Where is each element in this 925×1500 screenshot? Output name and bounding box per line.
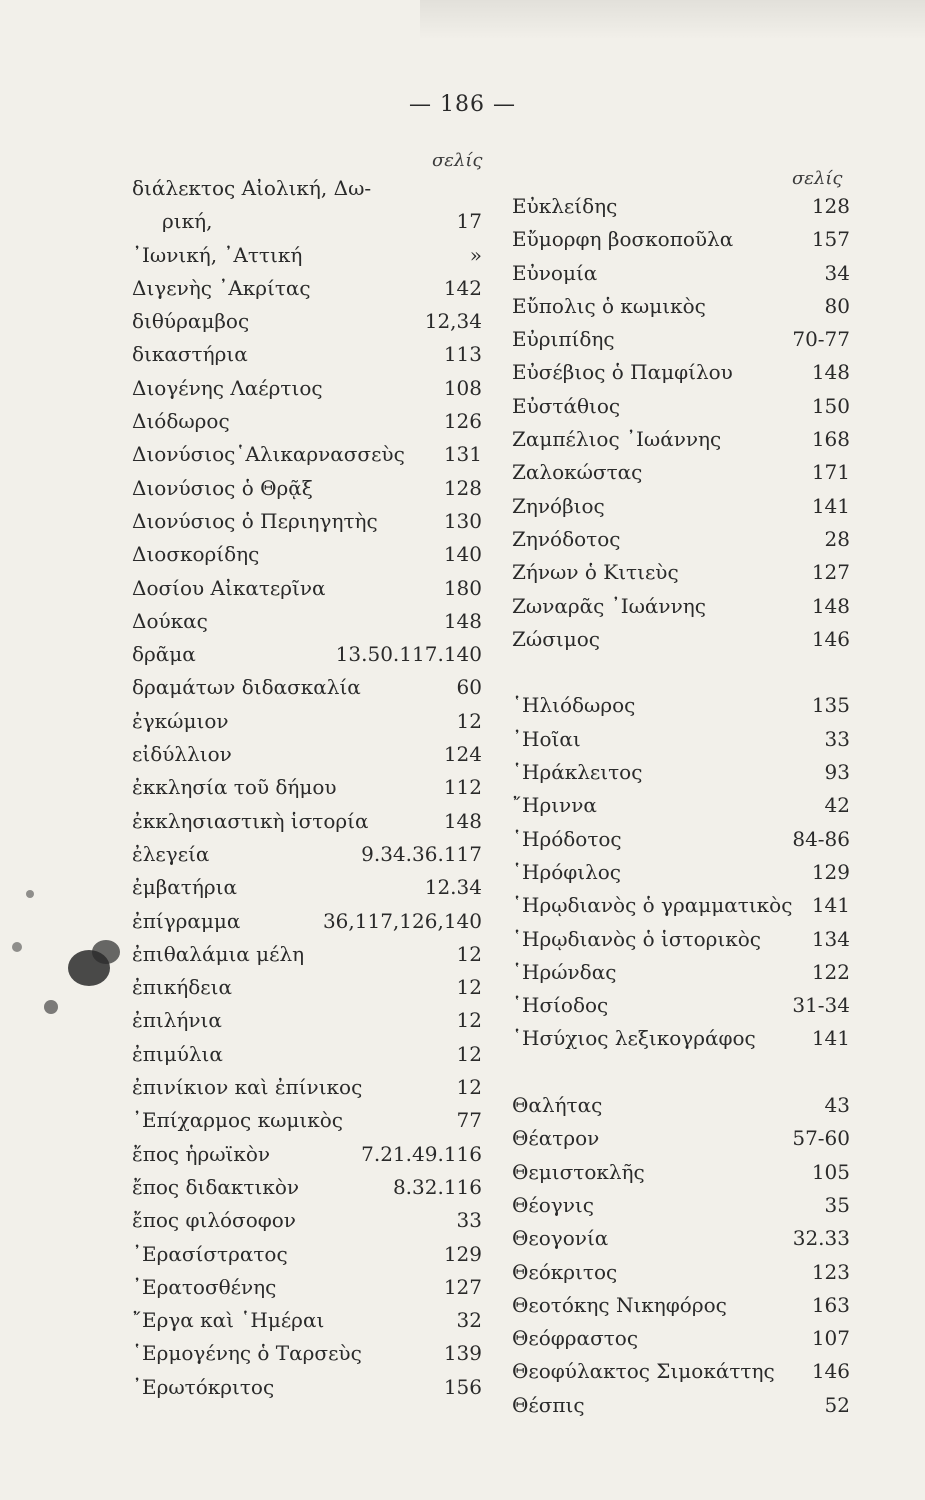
entry-name: Ζωναρᾶς ᾿Ιωάννης [512,593,706,618]
entry-pages: 131 [443,442,482,467]
index-entry [132,1304,482,1337]
entry-name: Εὐκλείδης [512,194,618,218]
entry-name: Ζήνων ὁ Κιτιεὺς [512,560,679,585]
index-entry [132,372,482,405]
index-entry [512,523,850,556]
entry-name: Δοσίου Αἰκατερῖνα [132,575,326,600]
entry-name: εἰδύλλιον [132,742,232,767]
entry-name: ῎Εργα καὶ ῾Ημέραι [132,1308,325,1333]
entry-name: Εὐριπίδης [512,327,615,352]
entry-pages: 129 [811,859,850,884]
index-entry [512,923,850,956]
index-entry [132,638,482,671]
entry-pages: 12 [456,941,482,966]
index-entry [132,1238,482,1271]
index-entry [512,490,850,523]
entry-name: Διοσκορίδης [132,542,260,567]
entry-name: Διγενὴς ᾿Ακρίτας [132,275,311,300]
entry-pages: 127 [443,1274,482,1299]
entry-pages: » [469,242,482,267]
entry-pages: 13.50.117.140 [335,642,482,667]
entry-pages: 112 [443,775,482,800]
index-entry [132,1071,482,1104]
ink-stain [44,1000,58,1014]
index-entry [512,1189,850,1222]
index-entry [512,1022,850,1055]
entry-pages: 146 [811,626,850,651]
left-index-column [132,172,482,1404]
paper-shading [420,0,925,40]
entry-pages: 130 [443,508,482,533]
entry-name: Θεογονία [512,1226,609,1251]
index-entry [132,1337,482,1370]
index-entry [132,1138,482,1171]
entry-name: διθύραμβος [132,309,250,334]
entry-pages: 28 [824,526,850,551]
index-entry [512,1156,850,1189]
entry-name: ῎Ηριννα [512,793,597,818]
entry-name: ἐπιθαλάμια μέλη [132,941,305,966]
entry-name: ῾Ηρόφιλος [512,859,622,884]
entry-pages: 31-34 [792,993,850,1018]
entry-pages: 60 [456,675,482,700]
entry-name: ῾Ηλιόδωρος [512,693,636,718]
entry-pages: 32.33 [792,1226,850,1251]
entry-pages: 135 [811,693,850,718]
entry-pages: 142 [443,275,482,300]
entry-name: Εὐσέβιος ὁ Παμφίλου [512,360,733,385]
index-entry [512,723,850,756]
entry-name: Θεόκριτος [512,1259,618,1284]
entry-pages: 8.32.116 [392,1174,482,1199]
entry-pages: 32 [456,1308,482,1333]
entry-pages: 113 [443,342,482,367]
index-entry [512,889,850,922]
index-entry [132,1104,482,1137]
index-entry [132,172,482,205]
entry-name: Διογένης Λαέρτιος [132,375,323,400]
index-entry [512,290,850,323]
index-entry [512,590,850,623]
entry-name: Θεοφύλακτος Σιμοκάττης [512,1359,775,1384]
entry-name: ἐκκλησία τοῦ δήμου [132,775,337,800]
index-entry [512,1256,850,1289]
entry-pages: 171 [811,460,850,485]
entry-pages: 77 [456,1108,482,1133]
entry-pages: 168 [811,427,850,452]
entry-name: Θεοτόκης Νικηφόρος [512,1292,727,1317]
index-entry [512,789,850,822]
index-entry [132,805,482,838]
entry-pages: 107 [811,1326,850,1351]
entry-pages: 93 [824,760,850,785]
entry-name: ᾿Επίχαρμος κωμικὸς [132,1108,343,1133]
ink-stain [92,940,120,964]
index-entry [512,989,850,1022]
entry-pages: 148 [811,360,850,385]
entry-pages: 123 [811,1259,850,1284]
entry-pages: 129 [443,1241,482,1266]
index-entry [512,223,850,256]
index-entry [132,1004,482,1037]
index-entry [132,505,482,538]
entry-name: δραμάτων διδασκαλία [132,675,361,700]
entry-pages: 12 [456,1041,482,1066]
entry-name: Διονύσιος ὁ Θρᾷξ [132,475,313,500]
entry-pages: 12,34 [424,309,482,334]
entry-pages: 141 [811,1026,850,1051]
entry-pages: 148 [811,593,850,618]
left-column-header: σελίς [432,150,483,171]
entry-name: Εὐστάθιος [512,393,621,418]
index-entry [132,771,482,804]
entry-name: ῾Ηρώνδας [512,959,617,984]
entry-pages: 70-77 [792,327,850,352]
entry-pages: 157 [811,227,850,252]
index-entry [512,956,850,989]
entry-name: ἐπιλήνια [132,1008,222,1033]
entry-pages: 33 [456,1208,482,1233]
index-entry [132,1371,482,1404]
index-entry [512,423,850,456]
index-entry [512,756,850,789]
entry-name: Θεμιστοκλῆς [512,1159,645,1184]
entry-name: Θέατρον [512,1126,600,1151]
entry-pages: 150 [811,393,850,418]
entry-name: Εὔμορφη βοσκοποῦλα [512,227,734,252]
index-entry [132,938,482,971]
entry-name: δρᾶμα [132,642,196,667]
entry-pages: 127 [811,560,850,585]
entry-pages: 148 [443,808,482,833]
index-entry [512,556,850,589]
index-entry [512,1355,850,1388]
entry-pages: 180 [443,575,482,600]
entry-name: Διονύσιος῾Αλικαρνασσεὺς [132,442,405,467]
index-entry [132,1038,482,1071]
entry-name: ᾿Ηοῖαι [512,726,581,751]
entry-name: ῾Ησύχιος λεξικογράφος [512,1026,756,1051]
entry-name: ᾿Ερασίστρατος [132,1241,288,1266]
entry-name: ἐπινίκιον καὶ ἐπίνικος [132,1075,363,1100]
entry-name: Ζηνόβιος [512,493,605,518]
entry-pages: 126 [443,409,482,434]
index-entry [132,971,482,1004]
entry-pages: 36,117,126,140 [322,908,482,933]
index-entry [132,272,482,305]
index-entry [512,856,850,889]
entry-pages: 124 [443,742,482,767]
entry-pages: 12 [456,708,482,733]
entry-name: ῾Ηράκλειτος [512,760,643,785]
entry-pages: 35 [824,1192,850,1217]
entry-name: ᾿Ιωνική, ᾿Αττική [132,242,303,267]
index-entry [512,390,850,423]
entry-name: ἐλεγεία [132,841,210,866]
entry-name: ἐμβατήρια [132,875,237,900]
index-entry [132,838,482,871]
index-entry [512,1389,850,1422]
entry-pages: 12 [456,1075,482,1100]
entry-pages: 52 [824,1392,850,1417]
index-entry [512,1289,850,1322]
entry-name: ἐπικήδεια [132,975,232,1000]
ink-stain [12,942,22,952]
index-entry [512,190,850,223]
entry-pages: 43 [824,1093,850,1118]
entry-pages: 163 [811,1292,850,1317]
entry-name: Θαλήτας [512,1093,603,1118]
section-gap [512,1056,850,1089]
entry-name: Ζηνόδοτος [512,526,621,551]
entry-name: δικαστήρια [132,342,248,367]
index-entry [132,871,482,904]
index-entry [132,905,482,938]
index-entry [132,1204,482,1237]
entry-name: ἐπίγραμμα [132,908,241,933]
entry-name: Ζαμπέλιος ᾿Ιωάννης [512,427,722,452]
entry-name: ρική, [162,209,213,234]
entry-pages: 12.34 [424,875,482,900]
entry-pages: 57-60 [792,1126,850,1151]
entry-pages: 34 [824,260,850,285]
entry-name: Θεόφραστος [512,1326,639,1351]
entry-name: ἔπος φιλόσοφον [132,1208,296,1233]
index-entry [512,323,850,356]
entry-pages: 17 [456,209,482,234]
index-entry [132,405,482,438]
entry-name: ῾Ησίοδος [512,993,609,1018]
entry-pages: 105 [811,1159,850,1184]
entry-pages: 7.21.49.116 [361,1141,482,1166]
entry-name: Διόδωρος [132,409,230,434]
entry-name: ῾Ηρόδοτος [512,826,622,851]
entry-pages: 33 [824,726,850,751]
entry-pages: 9.34.36.117 [361,841,482,866]
entry-pages: 122 [811,959,850,984]
index-entry [132,605,482,638]
entry-name: ἔπος ἡρωϊκὸν [132,1141,271,1166]
entry-name: ἐκκλησιαστικὴ ἱστορία [132,808,369,833]
entry-pages: 148 [443,608,482,633]
ink-stain [26,890,34,898]
entry-pages: 84-86 [792,826,850,851]
entry-name: Εὔπολις ὁ κωμικὸς [512,293,706,318]
entry-pages: 141 [811,893,850,918]
index-entry [512,356,850,389]
entry-pages: 128 [443,475,482,500]
index-entry [132,538,482,571]
entry-name: Δούκας [132,608,208,633]
entry-pages: 12 [456,975,482,1000]
page-number: — 186 — [409,92,516,117]
index-entry [132,671,482,704]
entry-name: ῾Ηρῳδιανὸς ὁ γραμματικὸς [512,893,793,918]
entry-name: ῾Ερμογένης ὁ Ταρσεὺς [132,1341,362,1366]
entry-pages: 139 [443,1341,482,1366]
right-index-column [512,190,850,1422]
entry-name: Ζαλοκώστας [512,460,643,485]
entry-name: Θέσπις [512,1392,585,1417]
index-entry [132,438,482,471]
index-entry [512,1222,850,1255]
index-entry [132,205,482,238]
index-entry [132,705,482,738]
index-entry [132,338,482,371]
section-gap [512,656,850,689]
index-entry [512,689,850,722]
entry-pages: 140 [443,542,482,567]
entry-pages: 134 [811,926,850,951]
entry-name: ἐγκώμιον [132,708,229,733]
index-entry [512,823,850,856]
index-entry [512,1322,850,1355]
entry-pages: 108 [443,375,482,400]
entry-name: ῾Ηρῳδιανὸς ὁ ἱστορικὸς [512,926,761,951]
index-entry [132,572,482,605]
entry-name: ᾿Ερατοσθένης [132,1274,277,1299]
index-entry [512,456,850,489]
entry-name: ἐπιμύλια [132,1041,223,1066]
entry-name: Θέογνις [512,1192,594,1217]
entry-name: διάλεκτος Αἰολική, Δω- [132,176,372,200]
entry-pages: 146 [811,1359,850,1384]
entry-pages: 156 [443,1374,482,1399]
entry-name: Ζώσιμος [512,626,600,651]
index-entry [132,738,482,771]
index-entry [132,239,482,272]
index-entry [132,472,482,505]
index-entry [512,1122,850,1155]
entry-name: Εὐνομία [512,260,598,285]
entry-pages: 12 [456,1008,482,1033]
index-entry [132,1171,482,1204]
index-entry [132,305,482,338]
index-entry [132,1271,482,1304]
entry-name: ἔπος διδακτικὸν [132,1174,300,1199]
entry-pages: 80 [824,293,850,318]
right-column-header: σελίς [792,168,843,189]
index-entry [512,257,850,290]
index-entry [512,623,850,656]
entry-pages: 128 [811,194,850,218]
entry-pages: 42 [824,793,850,818]
entry-name: ᾿Ερωτόκριτος [132,1374,275,1399]
entry-pages: 141 [811,493,850,518]
index-entry [512,1089,850,1122]
entry-name: Διονύσιος ὁ Περιηγητὴς [132,508,378,533]
